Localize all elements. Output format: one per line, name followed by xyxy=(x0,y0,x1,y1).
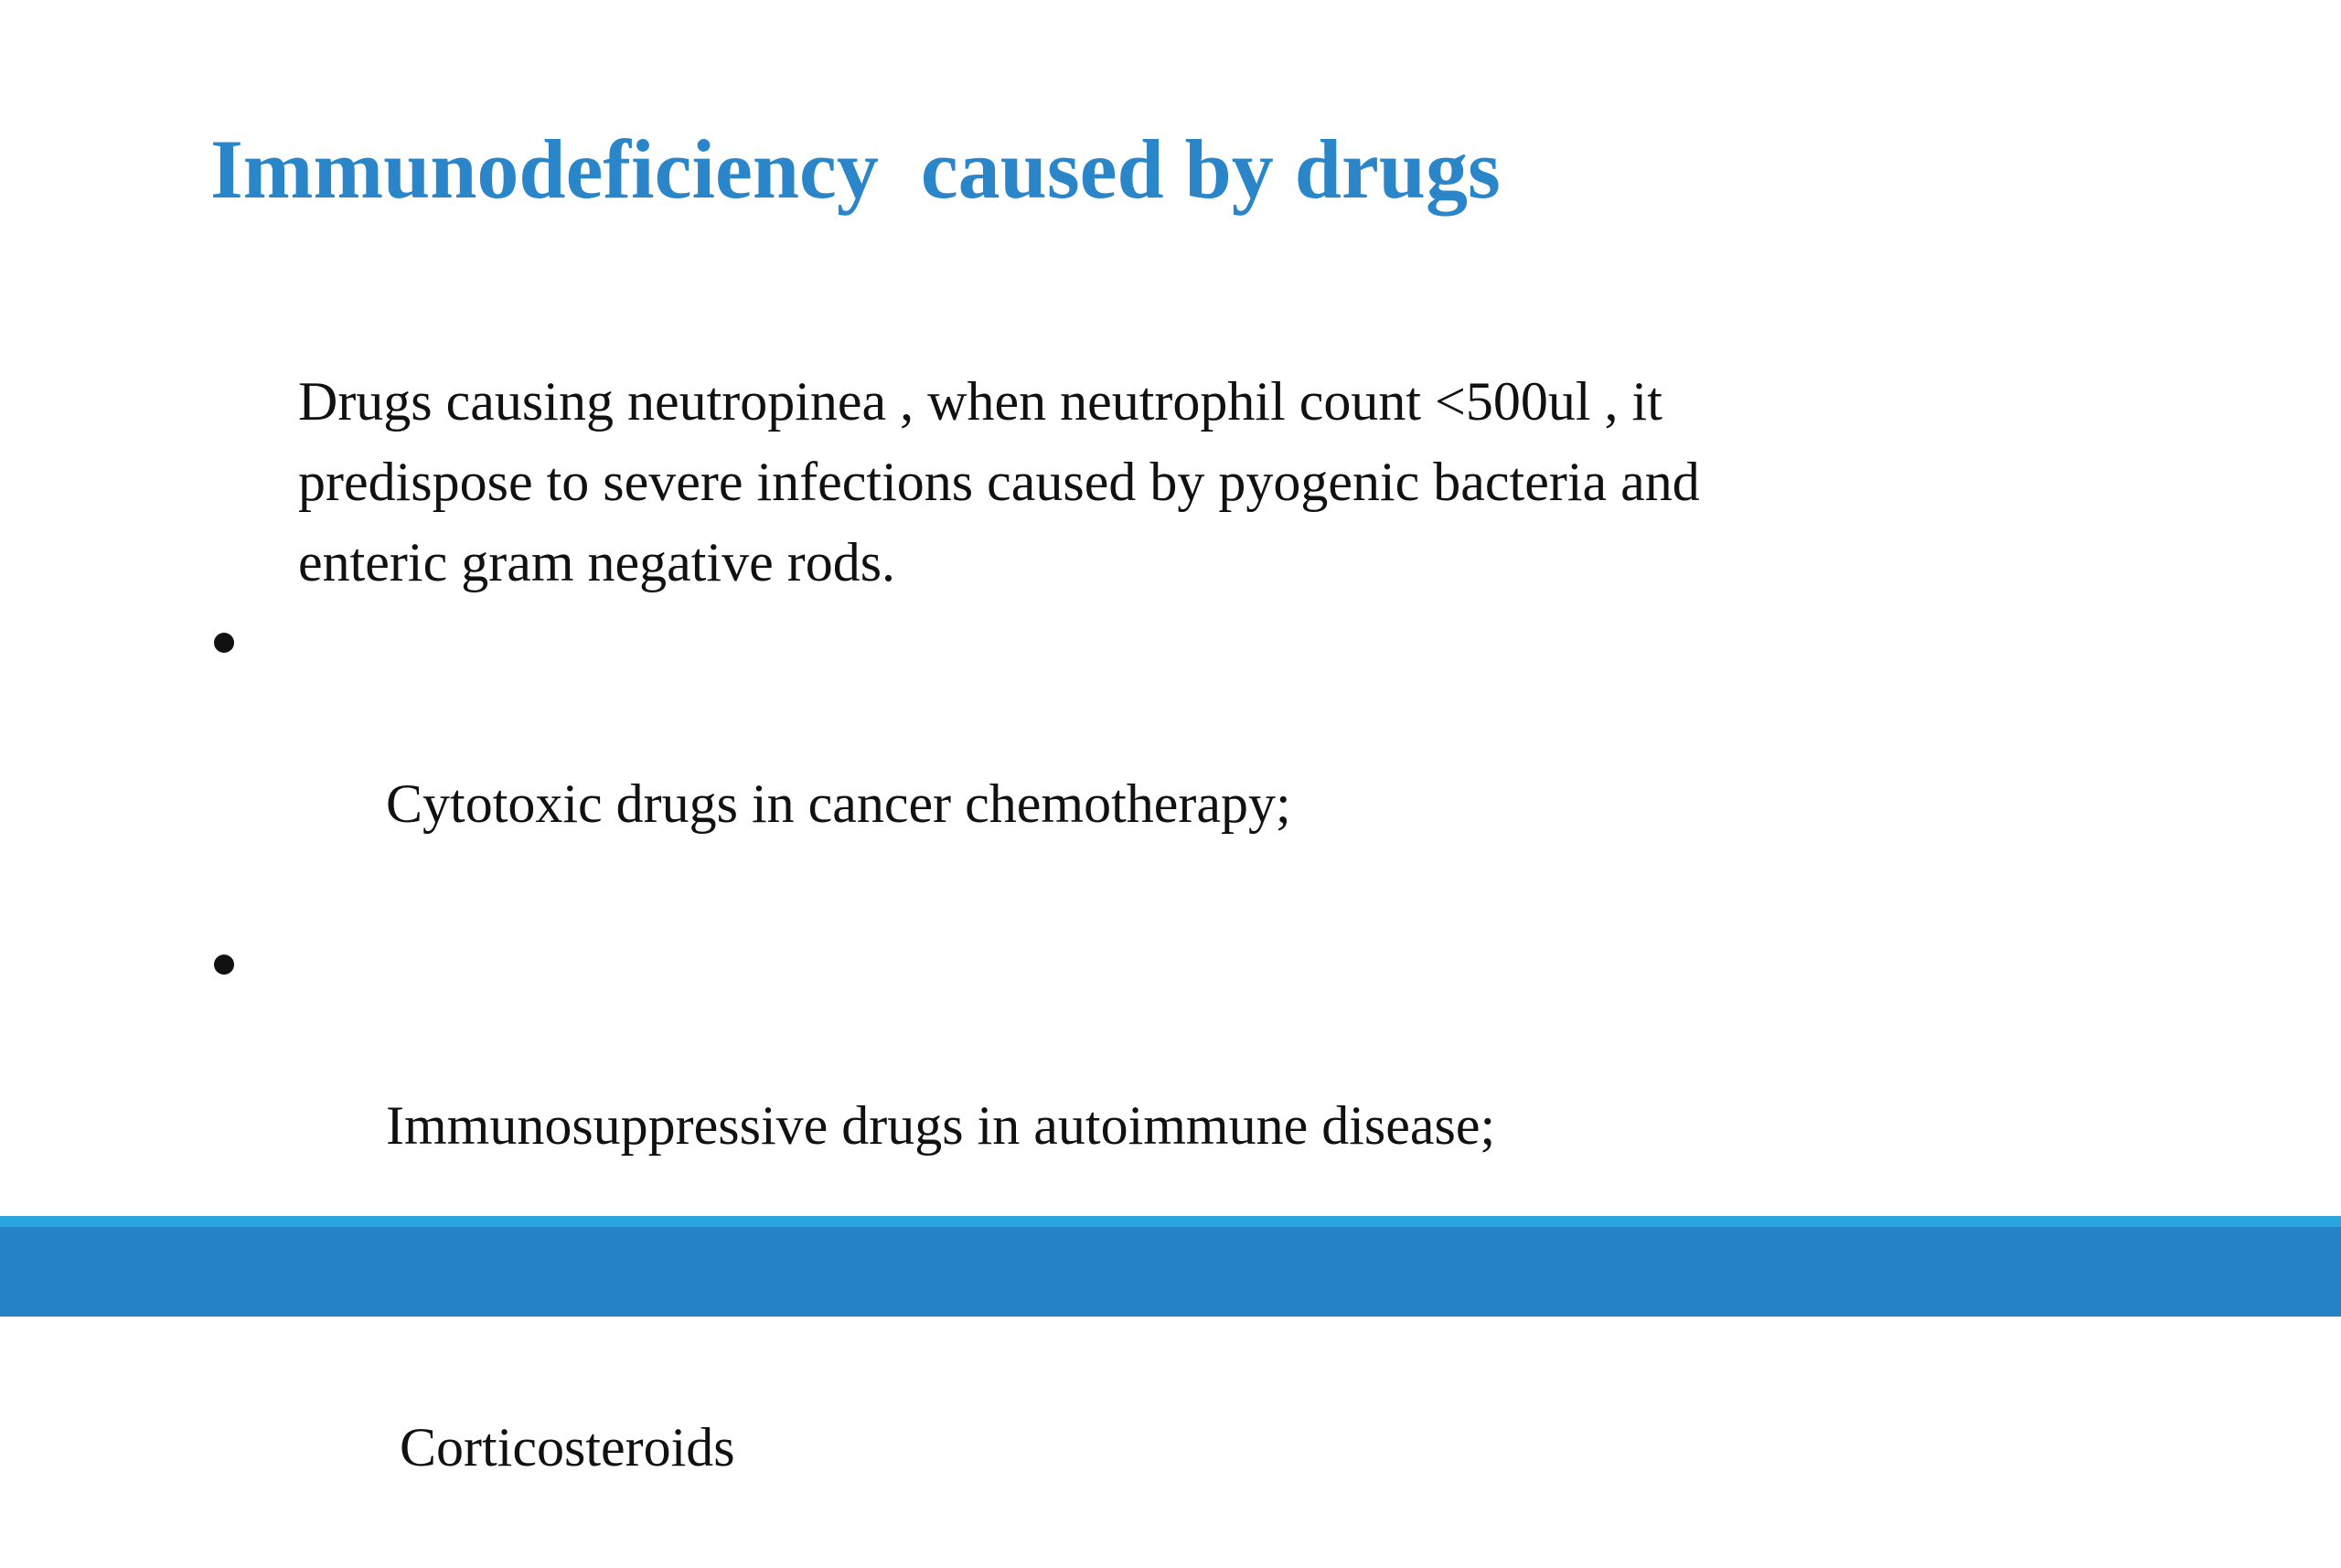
slide-body xyxy=(210,361,1948,1568)
bullet-text: Corticosteroids xyxy=(386,1417,735,1477)
slide-title: Immunodeficiency caused by drugs xyxy=(210,123,1501,216)
bullet-item xyxy=(210,603,1948,924)
bullet-text: Immunosuppressive drugs in autoimmune disease; xyxy=(386,1095,1496,1156)
bullet-dot-icon xyxy=(214,633,234,653)
bullet-list xyxy=(210,603,1948,1568)
footer-bar xyxy=(0,1227,2341,1317)
footer-accent-line xyxy=(0,1216,2341,1227)
bullet-item xyxy=(210,924,1948,1246)
bullet-text: Cytotoxic drugs in cancer chemotherapy; xyxy=(386,773,1291,834)
bullet-dot-icon xyxy=(214,955,234,975)
intro-paragraph xyxy=(210,361,1948,603)
intro-line: enteric gram negative rods. xyxy=(298,532,896,592)
intro-line: predispose to severe infections caused by pyogenic bacteria and xyxy=(298,452,1700,512)
intro-line: Drugs causing neutropinea , when neutrophil count <500ul , it xyxy=(298,371,1662,432)
